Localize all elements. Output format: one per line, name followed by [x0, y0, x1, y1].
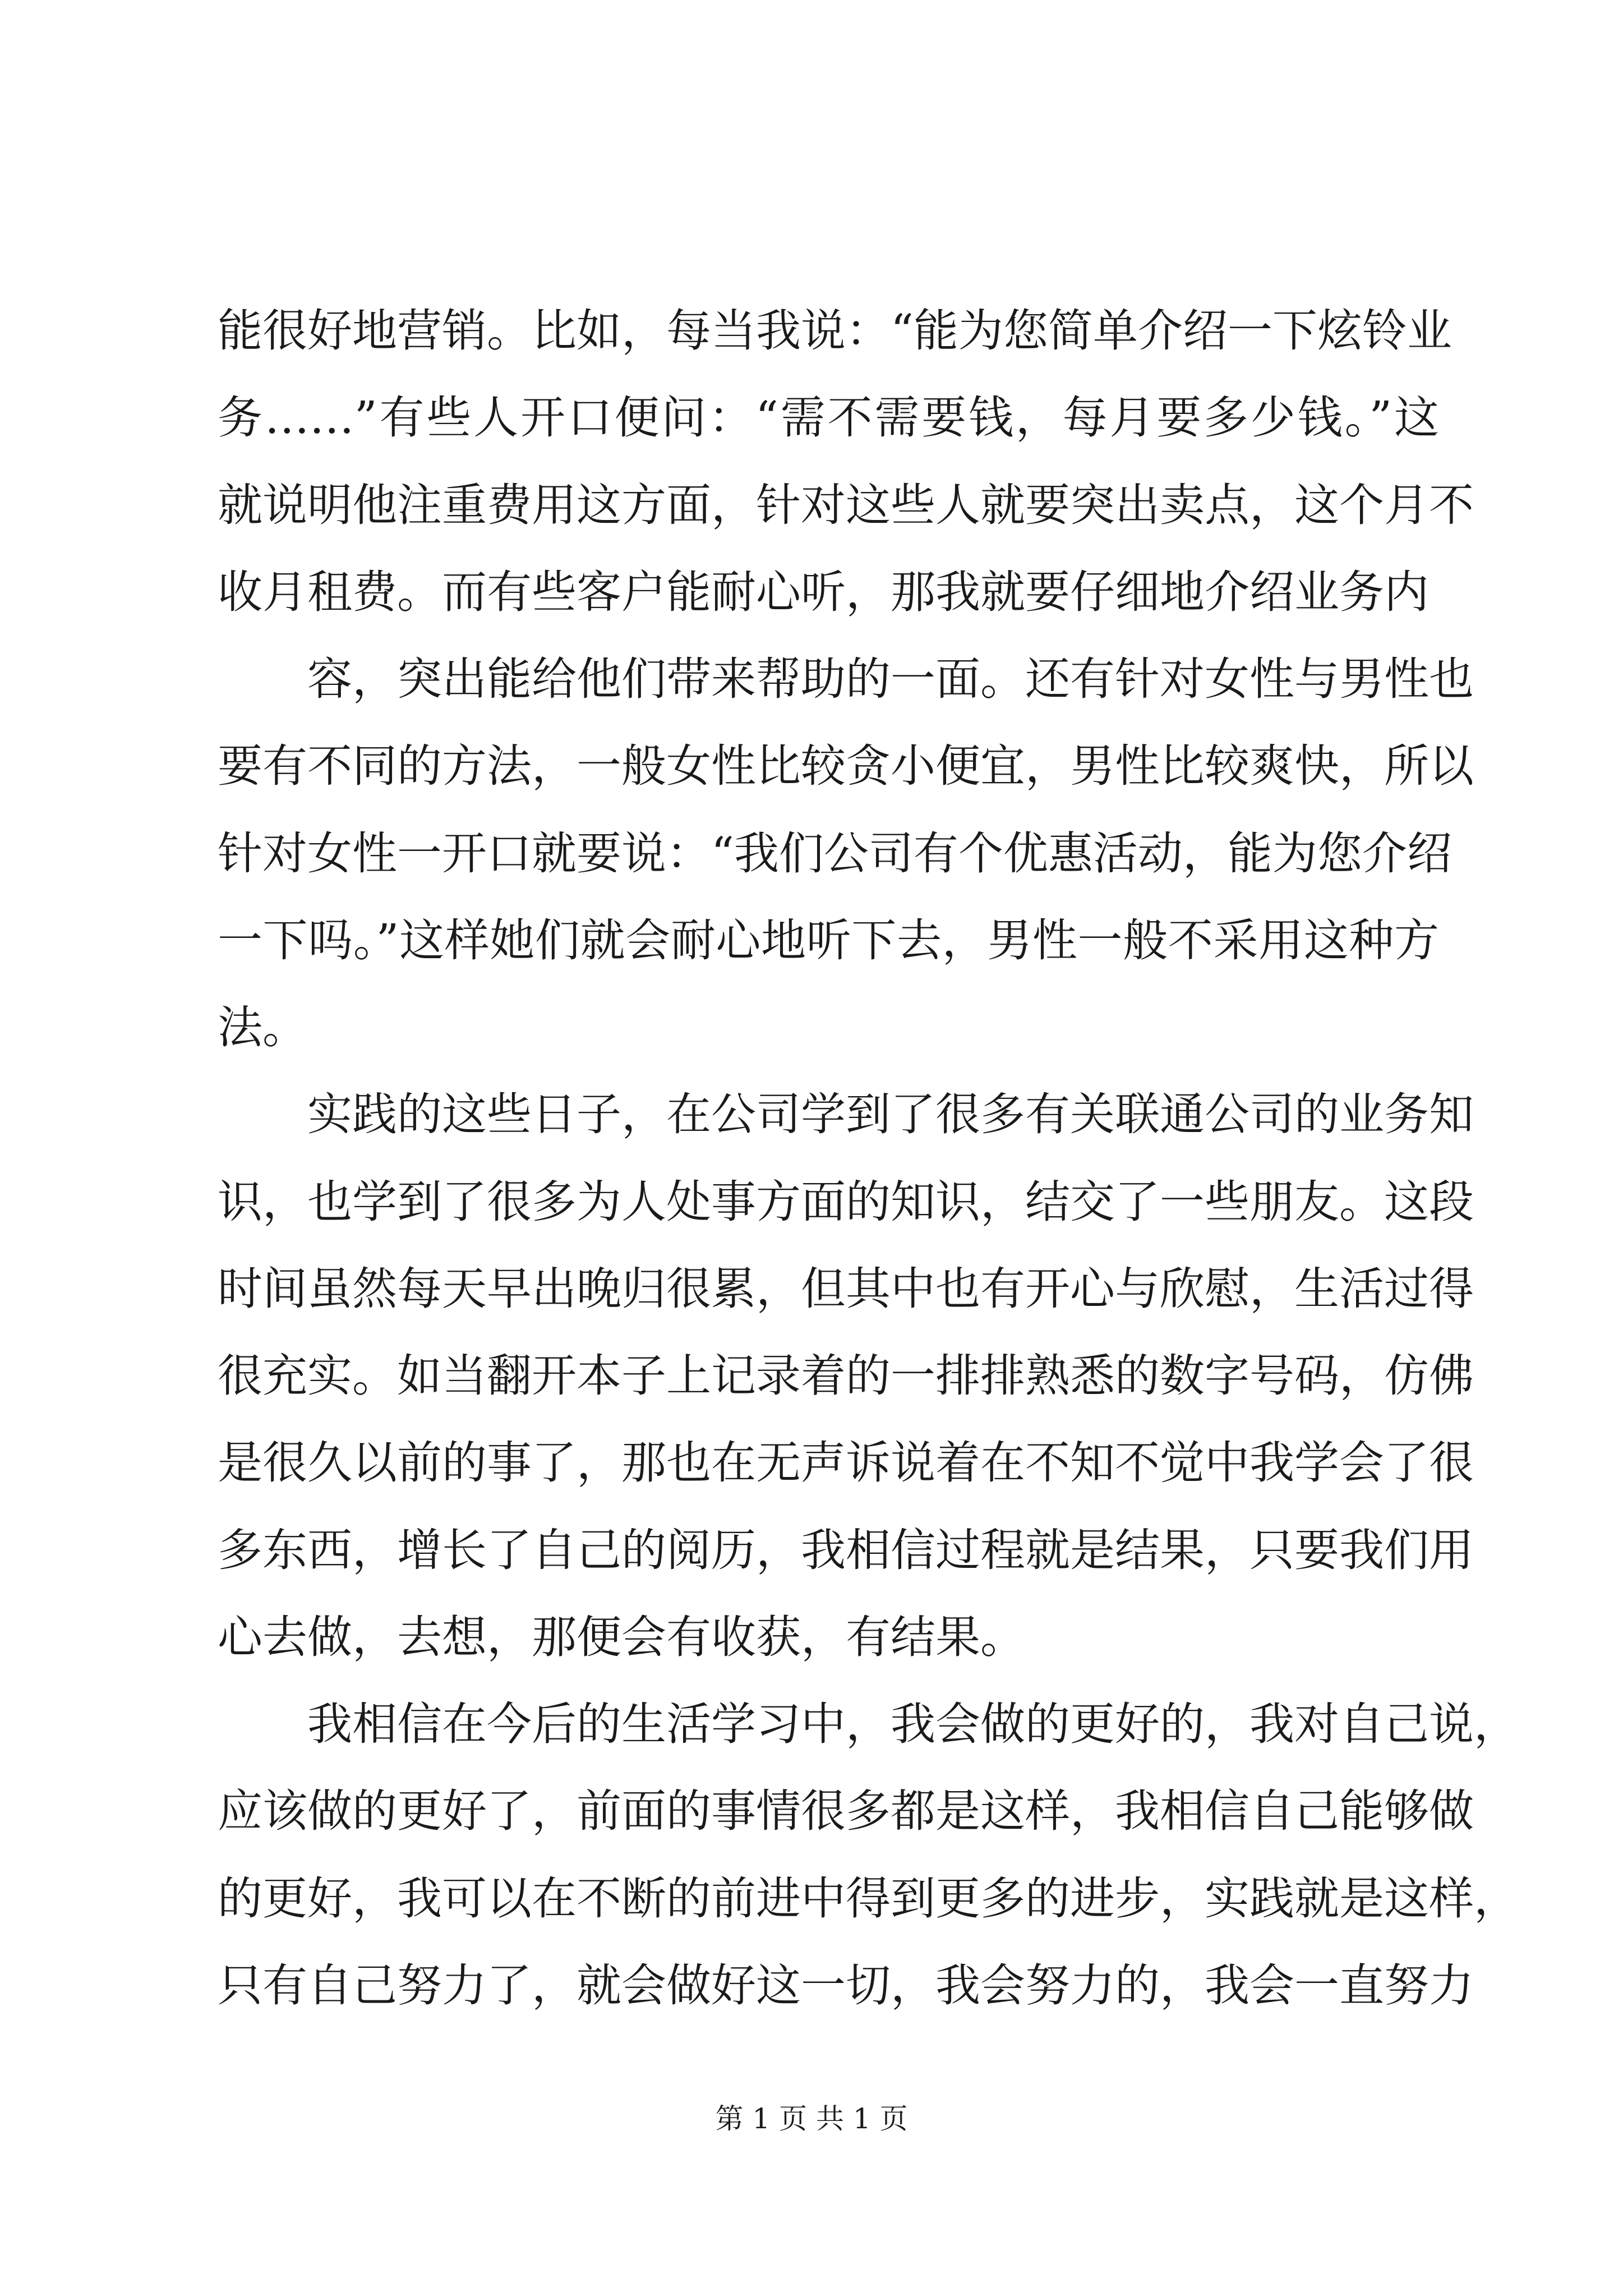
text-line: 心去做，去想，那便会有收获，有结果。	[218, 1611, 1025, 1663]
text-line: 针对女性一开口就要说：“我们公司有个优惠活动，能为您介绍	[218, 827, 1452, 880]
page-footer: 第 1 页 共 1 页	[715, 2102, 908, 2135]
text-line: 很充实。如当翻开本子上记录着的一排排熟悉的数字号码，仿佛	[218, 1350, 1474, 1402]
text-line: 容，突出能给他们带来帮助的一面。还有针对女性与男性也	[307, 653, 1474, 705]
text-line: 实践的这些日子，在公司学到了很多有关联通公司的业务知	[307, 1088, 1474, 1140]
text-line: 一下吗。”这样她们就会耐心地听下去，男性一般不采用这种方	[218, 914, 1439, 967]
text-line: 多东西，增长了自己的阅历，我相信过程就是结果，只要我们用	[218, 1524, 1474, 1576]
text-line: 能很好地营销。比如，每当我说：“能为您简单介绍一下炫铃业	[218, 305, 1452, 357]
text-line: 应该做的更好了，前面的事情很多都是这样，我相信自己能够做	[218, 1785, 1474, 1837]
text-line: 是很久以前的事了，那也在无声诉说着在不知不觉中我学会了很	[218, 1437, 1474, 1489]
text-line: 时间虽然每天早出晚归很累，但其中也有开心与欣慰，生活过得	[218, 1263, 1474, 1315]
text-line: 就说明他注重费用这方面，针对这些人就要突出卖点，这个月不	[218, 479, 1474, 531]
text-line: 法。	[218, 1001, 307, 1053]
text-line: 务……”有些人开口便问：“需不需要钱，每月要多少钱。”这	[218, 392, 1439, 444]
text-line: 的更好，我可以在不断的前进中得到更多的进步，实践就是这样，	[218, 1872, 1519, 1925]
text-line: 识，也学到了很多为人处事方面的知识，结交了一些朋友。这段	[218, 1176, 1474, 1228]
text-line: 收月租费。而有些客户能耐心听，那我就要仔细地介绍业务内	[218, 566, 1429, 618]
text-line: 只有自己努力了，就会做好这一切，我会努力的，我会一直努力	[218, 1959, 1474, 2012]
text-line: 要有不同的方法，一般女性比较贪小便宜，男性比较爽快，所以	[218, 740, 1474, 792]
text-line: 我相信在今后的生活学习中，我会做的更好的，我对自己说，	[307, 1698, 1519, 1750]
